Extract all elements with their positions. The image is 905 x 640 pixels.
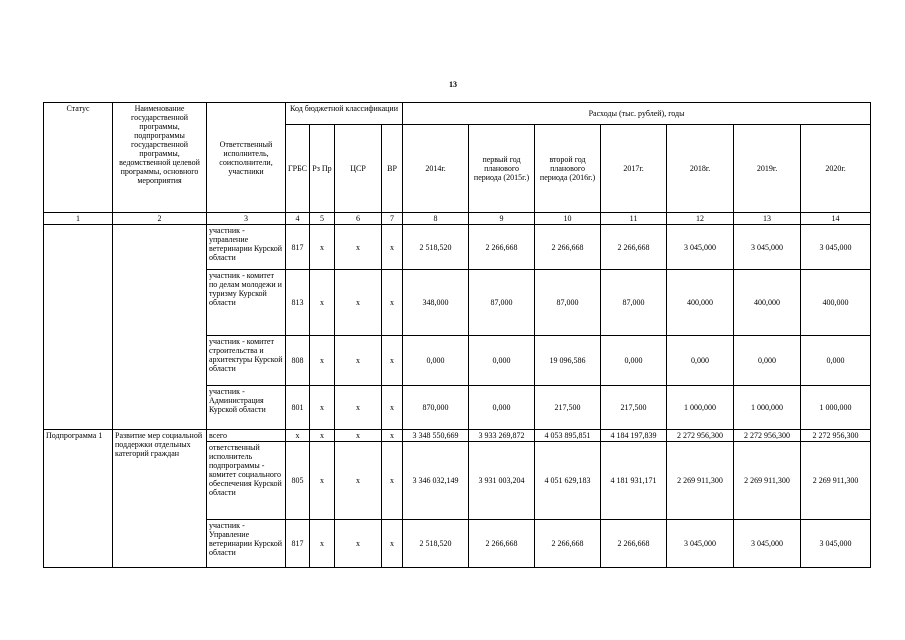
row-expense-value: 2 266,668 (469, 225, 535, 270)
row-expense-value: 2 269 911,300 (734, 442, 801, 520)
row-expense-value: 4 051 629,183 (535, 442, 601, 520)
row-expense-value: 2 266,668 (535, 225, 601, 270)
row-expense-value: 1 000,000 (734, 386, 801, 430)
row-csr: х (335, 386, 382, 430)
row-status (44, 225, 113, 430)
row-expense-value: 870,000 (403, 386, 469, 430)
row-csr: х (335, 270, 382, 336)
header-status: Статус (44, 103, 113, 213)
column-number: 13 (734, 213, 801, 225)
row-vr: х (382, 386, 403, 430)
row-expense-value: 0,000 (403, 336, 469, 386)
row-responsible: участник - управление ветеринарии Курской области (207, 225, 286, 270)
budget-table (43, 102, 871, 568)
row-expense-value: 3 045,000 (667, 520, 734, 568)
row-grbs: 801 (286, 386, 310, 430)
row-csr: х (335, 225, 382, 270)
header-code-group: Код бюджетной классификации (286, 103, 403, 125)
row-program-name (113, 225, 207, 430)
row-rzpr: х (310, 270, 335, 336)
row-rzpr: х (310, 225, 335, 270)
row-expense-value: 3 045,000 (801, 225, 871, 270)
row-responsible: участник - Администрация Курской области (207, 386, 286, 430)
row-rzpr: х (310, 520, 335, 568)
row-expense-value: 2 266,668 (469, 520, 535, 568)
row-expense-value: 348,000 (403, 270, 469, 336)
header-row-1 (44, 103, 871, 125)
table-row (44, 430, 871, 442)
header-responsible: Ответственный исполнитель, соисполнители, участники (207, 103, 286, 213)
row-csr: х (335, 442, 382, 520)
column-number: 8 (403, 213, 469, 225)
row-rzpr: х (310, 336, 335, 386)
header-year: 2014г. (403, 125, 469, 213)
row-expense-value: 3 045,000 (801, 520, 871, 568)
row-expense-value: 2 266,668 (601, 225, 667, 270)
row-expense-value: 2 518,520 (403, 520, 469, 568)
row-vr: х (382, 225, 403, 270)
header-rzpr: Рз Пр (310, 125, 335, 213)
row-expense-value: 2 272 956,300 (801, 430, 871, 442)
row-expense-value: 400,000 (801, 270, 871, 336)
column-number: 7 (382, 213, 403, 225)
row-expense-value: 3 045,000 (667, 225, 734, 270)
row-expense-value: 3 933 269,872 (469, 430, 535, 442)
row-responsible: участник - комитет по делам молодежи и туризму Курской области (207, 270, 286, 336)
row-expense-value: 1 000,000 (667, 386, 734, 430)
row-vr: х (382, 442, 403, 520)
row-responsible: участник - комитет строительства и архитектуры Курской области (207, 336, 286, 386)
row-expense-value: 0,000 (469, 386, 535, 430)
row-expense-value: 0,000 (601, 336, 667, 386)
column-number: 5 (310, 213, 335, 225)
row-responsible: всего (207, 430, 286, 442)
row-expense-value: 87,000 (535, 270, 601, 336)
row-expense-value: 0,000 (667, 336, 734, 386)
column-number: 9 (469, 213, 535, 225)
row-expense-value: 3 931 003,204 (469, 442, 535, 520)
row-expense-value: 4 184 197,839 (601, 430, 667, 442)
row-expense-value: 87,000 (469, 270, 535, 336)
column-number: 6 (335, 213, 382, 225)
row-vr: х (382, 270, 403, 336)
row-expense-value: 2 518,520 (403, 225, 469, 270)
row-grbs: х (286, 430, 310, 442)
row-expense-value: 2 266,668 (535, 520, 601, 568)
row-grbs: 808 (286, 336, 310, 386)
header-year: 2020г. (801, 125, 871, 213)
row-vr: х (382, 336, 403, 386)
row-expense-value: 3 045,000 (734, 520, 801, 568)
row-responsible: ответственный исполнитель подпрограммы - комитет социального обеспечения Курской области (207, 442, 286, 520)
row-grbs: 817 (286, 520, 310, 568)
header-year: 2019г. (734, 125, 801, 213)
row-expense-value: 217,500 (535, 386, 601, 430)
row-expense-value: 400,000 (667, 270, 734, 336)
header-year: 2017г. (601, 125, 667, 213)
column-number: 1 (44, 213, 113, 225)
row-expense-value: 1 000,000 (801, 386, 871, 430)
header-csr: ЦСР (335, 125, 382, 213)
column-number: 12 (667, 213, 734, 225)
row-expense-value: 2 266,668 (601, 520, 667, 568)
row-expense-value: 4 181 931,171 (601, 442, 667, 520)
header-year: первый год планового периода (2015г.) (469, 125, 535, 213)
row-expense-value: 3 348 550,669 (403, 430, 469, 442)
row-expense-value: 217,500 (601, 386, 667, 430)
header-year: 2018г. (667, 125, 734, 213)
column-number: 14 (801, 213, 871, 225)
header-year: второй год планового периода (2016г.) (535, 125, 601, 213)
row-expense-value: 0,000 (801, 336, 871, 386)
row-expense-value: 4 053 895,851 (535, 430, 601, 442)
column-number: 11 (601, 213, 667, 225)
row-grbs: 813 (286, 270, 310, 336)
header-grbs: ГРБС (286, 125, 310, 213)
row-expense-value: 87,000 (601, 270, 667, 336)
row-expense-value: 19 096,586 (535, 336, 601, 386)
row-vr: х (382, 520, 403, 568)
page-number: 13 (449, 80, 457, 89)
row-expense-value: 3 346 032,149 (403, 442, 469, 520)
row-csr: х (335, 430, 382, 442)
table-row (44, 225, 871, 270)
row-grbs: 817 (286, 225, 310, 270)
row-expense-value: 2 272 956,300 (667, 430, 734, 442)
row-grbs: 805 (286, 442, 310, 520)
header-expenses-group: Расходы (тыс. рублей), годы (403, 103, 871, 125)
row-expense-value: 0,000 (469, 336, 535, 386)
column-number: 4 (286, 213, 310, 225)
column-number: 2 (113, 213, 207, 225)
row-rzpr: х (310, 386, 335, 430)
row-expense-value: 3 045,000 (734, 225, 801, 270)
row-csr: х (335, 520, 382, 568)
row-expense-value: 2 272 956,300 (734, 430, 801, 442)
row-status: Подпрограмма 1 (44, 430, 113, 568)
row-expense-value: 2 269 911,300 (667, 442, 734, 520)
column-number-row (44, 213, 871, 225)
row-expense-value: 400,000 (734, 270, 801, 336)
row-expense-value: 2 269 911,300 (801, 442, 871, 520)
header-vr: ВР (382, 125, 403, 213)
row-program-name: Развитие мер социальной поддержки отдельных категорий граждан (113, 430, 207, 568)
row-rzpr: х (310, 430, 335, 442)
row-expense-value: 0,000 (734, 336, 801, 386)
column-number: 10 (535, 213, 601, 225)
row-csr: х (335, 336, 382, 386)
header-name: Наименование государственной программы, подпрограммы государственной программы, ведомственной целевой программы, основного мероприятия (113, 103, 207, 213)
row-vr: х (382, 430, 403, 442)
row-rzpr: х (310, 442, 335, 520)
column-number: 3 (207, 213, 286, 225)
row-responsible: участник - Управление ветеринарии Курской области (207, 520, 286, 568)
